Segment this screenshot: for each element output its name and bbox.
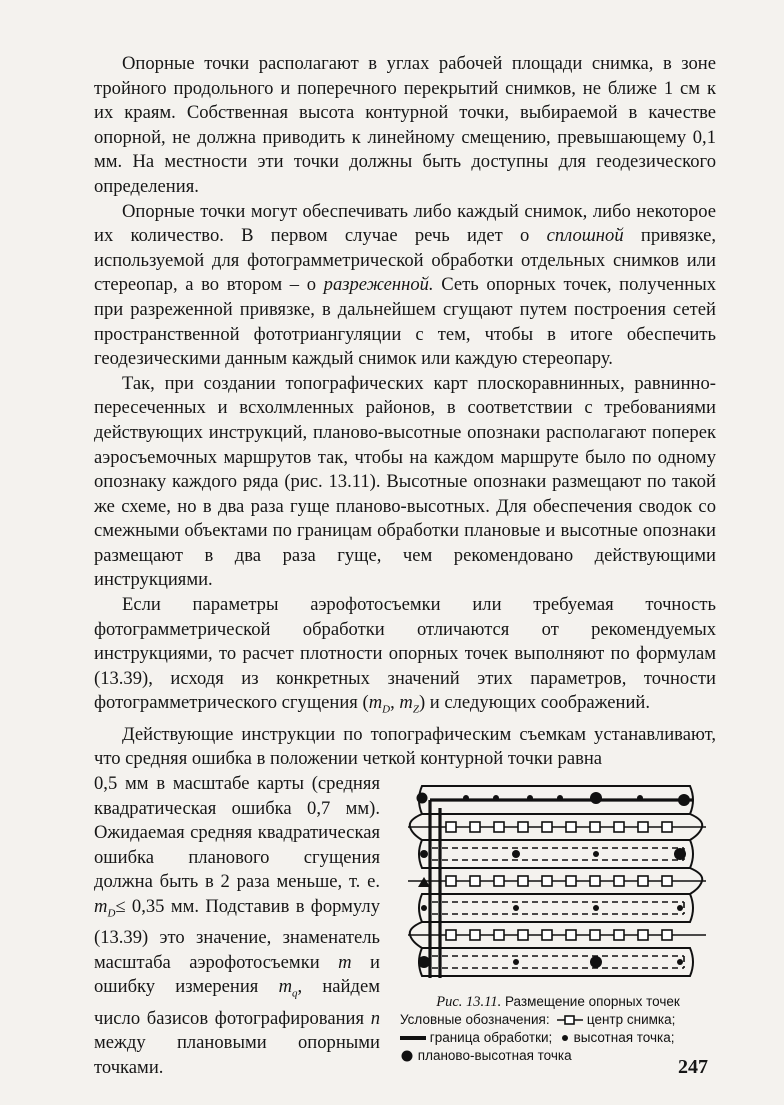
emph-razrezhennoy: разреженной. [323,274,434,296]
wrap-section [94,772,716,1078]
page-number: 247 [678,1056,708,1078]
legend-height: высотная точка; [573,1029,675,1045]
legend-center: центр снимка; [586,1011,676,1027]
paragraph-2: Опорные точки могут обеспечивать либо каждый снимок, либо некоторое их количество. В первом случае речь идет о сплошной привязке, используемой для фотограмметрической обработки отдельных снимков или стереопар, а во втором – о разреженной. Сеть опорных точек, полученных при разреженной привязке, в дальнейшем сгущают путем построения сетей пространственной фототриангуляции с тем, чтобы в итоге обеспечить геодезическими данным каждый снимок или каждую стереопару. [94,200,716,370]
paragraph-5-continued: 0,5 мм в масштабе карты (средняя квадратическая ошибка 0,7 мм). Ожидаемая средняя квадратическая ошибка планового сгущения должна быть в 2 раза меньше, т. е. $m_D\le 0,35$ мм. Подставив в формулу (13.39) это значение, знаменатель масштаба аэрофотосъемки m и ошибку измерения $m_q$, найдем число базисов фотографирования n между плановыми опорными точками. [94,772,380,1078]
legend [400,1011,716,1029]
paragraph-3: Так, при создании топографических карт плоскоравнинных, равнинно-пересеченных и всхолмленных районов, в соответствии с требованиями действующих инструкций, планово-высотные опознаки располагают поперек аэросъемочных маршрутов так, чтобы на каждом маршруте было по одному опознаку каждого ряда (рис. 13.11). Высотные опознаки размещают по такой же схеме, но в два раза гуще планово-высотных. Для обеспечения сводок со смежными объектами по границам обработки плановые и высотные опознаки размещают в два раза гуще, чем рекомендовано действующими инструкциями. [94,372,716,591]
legend-boundary: граница обработки; [429,1029,553,1045]
paragraph-1: Опорные точки располагают в углах рабочей площади снимка, в зоне тройного продольного и поперечного перекрытий снимков, не ближе 1 см к их краям. Собственная высота контурной точки, выбираемой в качестве опорной, не должна приводить к линейному смещению, превышающему 0,1 мм. На местности эти точки должны быть доступны для геодезического определения. [94,53,716,197]
emph-sploshnoy: сплошной [546,225,624,247]
boundary-line-icon [400,1033,426,1043]
plan-height-point-icon [400,1049,414,1063]
legend-plan-height: планово-высотная точка [417,1047,572,1063]
height-point-icon [560,1033,570,1043]
figure-13-11 [400,778,716,1065]
paragraph-4: Если параметры аэрофотосъемки или требуемая точность фотограмметрической обработки отличаются от рекомендуемых инструкциями, то расчет плотности опорных точек выполняют по формулам (13.39), исходя из конкретных значений этих параметров, точности фотограмметрического сгущения ($m_D$, $m_Z$) и следующих соображений. [94,594,716,717]
control-points-diagram [400,778,716,984]
caption-title: Размещение опорных точек [504,993,680,1009]
caption-prefix: Рис. 13.11. [436,993,502,1010]
page-body [94,52,716,1078]
legend-label: Условные обозначения: [400,1011,550,1027]
figure-caption [400,993,716,1065]
paragraph-5: Действующие инструкции по топографическим съемкам устанавливают, что средняя ошибка в положении четкой контурной точки равна [94,723,716,770]
center-square-icon [557,1015,583,1025]
